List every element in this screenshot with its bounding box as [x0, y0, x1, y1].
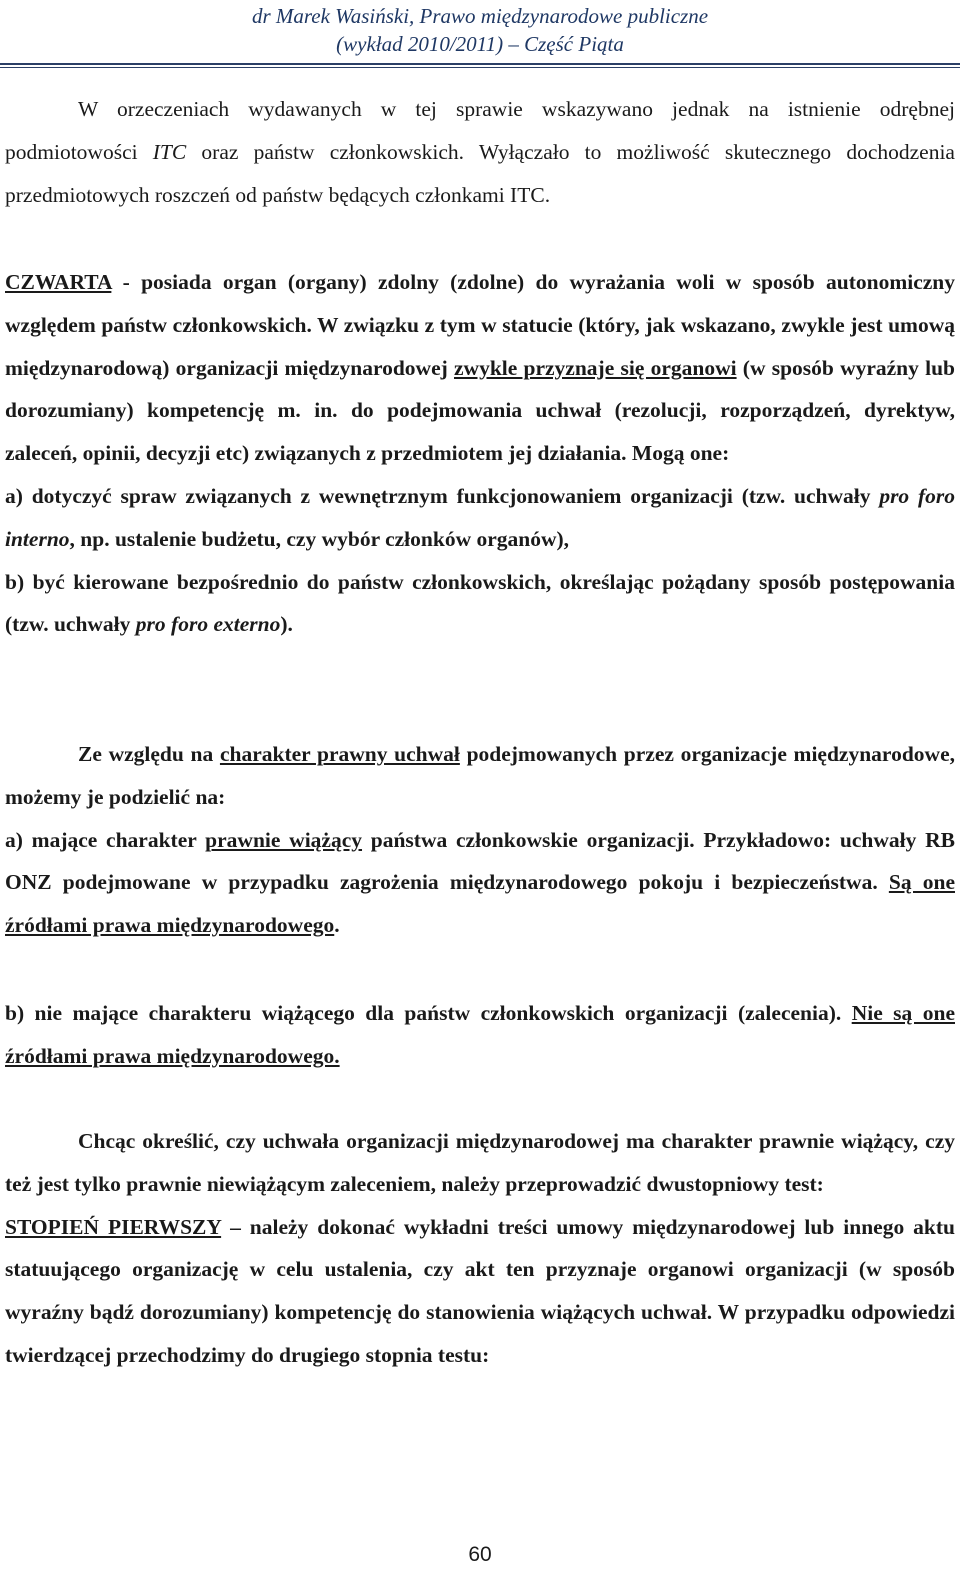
- p5-heading: STOPIEŃ PIERWSZY: [5, 1214, 222, 1239]
- paragraph-3: [5, 733, 955, 947]
- p5-text-b: – należy dokonać wykładni treści umowy międzynarodowej lub innego aktu statuującego organizację w celu ustalenia, czy akt ten przyznaje organowi organizacji (w sposób wyraźny bądź dorozumiany) kompetencję do stanowienia wiążących uchwał. W przypadku odpowiedzi twierdzącej przechodzimy do drugiego stopnia testu:: [5, 1214, 956, 1367]
- paragraph-1: [5, 88, 955, 216]
- p2-item-b-1: b) być kierowane bezpośrednio do państw członkowskich, określając pożądany sposób postępowania (tzw. uchwały: [5, 569, 955, 637]
- p4-underline-1: Nie są one źródłami prawa międzynarodowego.: [5, 1001, 955, 1068]
- p3-text-a: Ze względu na: [78, 742, 220, 766]
- header-line-2: (wykład 2010/2011) – Część Piąta: [336, 32, 624, 56]
- p3-item-a-3: .: [334, 913, 340, 938]
- p1-text-b: oraz państw członkowskich. Wyłączało to możliwość skutecznego dochodzenia przedmiotowych roszczeń od państw będących członkami ITC.: [5, 139, 955, 207]
- p3-item-a-1: a) mające charakter: [5, 827, 206, 852]
- p3-item-a-underline: prawnie wiążący: [205, 827, 363, 852]
- p2-text-b: (w sposób wyraźny lub dorozumiany) kompetencję m. in. do podejmowania uchwał (rezolucji, rozporządzeń, dyrektyw, zaleceń, opinii, decyzji etc) związanych z przedmiotem jej działania. Mogą one:: [5, 355, 955, 466]
- p3-item-a-2: państwa członkowskie organizacji. Przykładowo: uchwały RB ONZ podejmowane w przypadku zagrożenia międzynarodowego pokoju i bezpieczeństwa.: [5, 827, 955, 895]
- p3-text-b: podejmowanych przez organizacje międzynarodowe, możemy je podzielić na:: [5, 742, 955, 809]
- page-number: 60: [468, 1543, 492, 1566]
- header-line-1: dr Marek Wasiński, Prawo międzynarodowe publiczne: [251, 4, 709, 28]
- header-rule-thin: [0, 67, 960, 68]
- p5-text-a: Chcąc określić, czy uchwała organizacji międzynarodowej ma charakter prawnie wiążący, czy też jest tylko prawnie niewiążącym zaleceniem, należy przeprowadzić dwustopniowy test:: [5, 1129, 955, 1196]
- p2-item-a-2: , np. ustalenie budżetu, czy wybór członków organów),: [69, 526, 570, 551]
- paragraph-5: [5, 1120, 955, 1377]
- p4-text-a: b) nie mające charakteru wiążącego dla państw członkowskich organizacji (zalecenia).: [5, 1001, 852, 1025]
- p2-item-a-1: a) dotyczyć spraw związanych z wewnętrznym funkcjonowaniem organizacji (tzw. uchwały: [5, 483, 880, 508]
- p2-item-a-italic: pro foro interno: [5, 483, 955, 551]
- page-header: [0, 2, 960, 58]
- p2-heading: CZWARTA: [5, 270, 112, 294]
- p1-itc: ITC: [152, 139, 187, 164]
- p2-item-b-italic: pro foro externo: [135, 612, 281, 637]
- p2-item-b-2: ).: [280, 612, 293, 637]
- p3-item-a-underline-2: Są one źródłami prawa międzynarodowego: [5, 870, 955, 938]
- paragraph-2: [5, 261, 955, 646]
- p2-underline-1: zwykle przyznaje się organowi: [454, 355, 737, 380]
- p2-text-a: - posiada organ (organy) zdolny (zdolne) do wyrażania woli w sposób autonomiczny względem państw członkowskich. W związku z tym w statucie (który, jak wskazano, zwykle jest umową międzynarodową) organizacji międzynarodowej: [5, 270, 955, 380]
- p1-text-a: W orzeczeniach wydawanych w tej sprawie wskazywano jednak na istnienie odrębnej podmiotowości: [5, 97, 955, 164]
- p3-underline-1: charakter prawny uchwał: [219, 742, 460, 766]
- header-rule-thick: [0, 63, 960, 65]
- paragraph-4: [5, 992, 955, 1078]
